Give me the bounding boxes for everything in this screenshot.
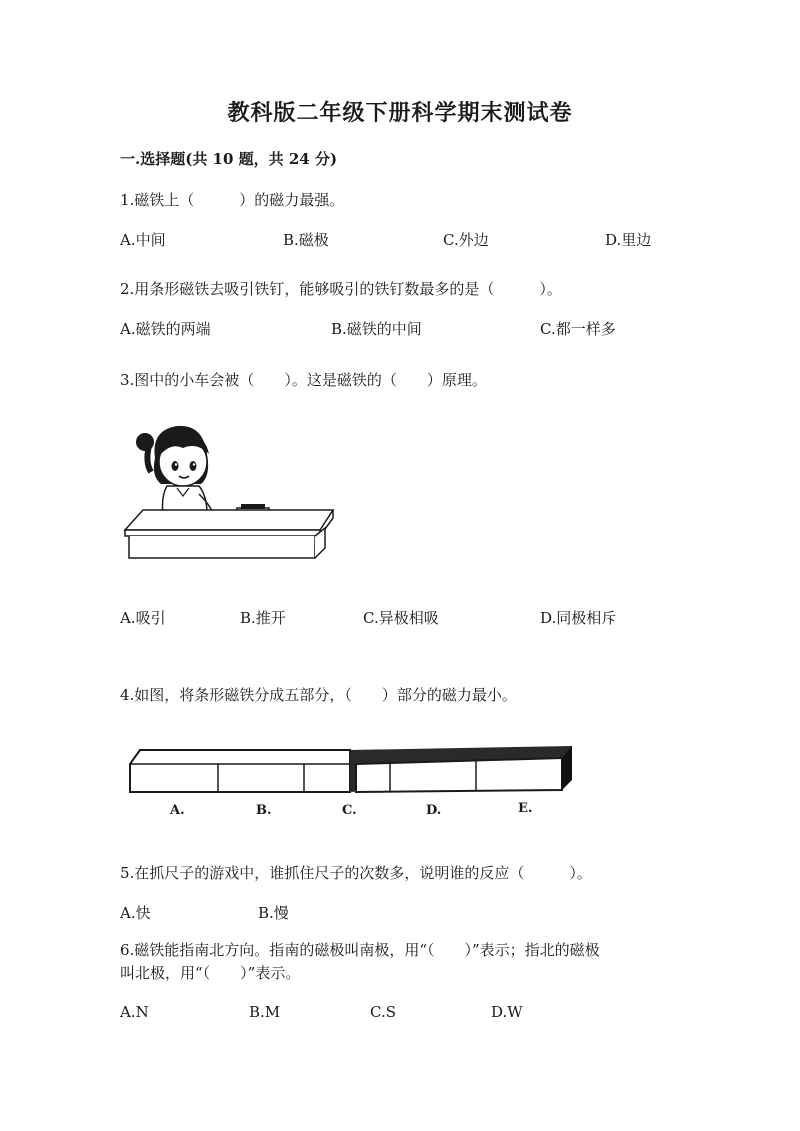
q1-option-c: C.外边 [443, 231, 489, 249]
magnet-label-b: B. [256, 803, 272, 818]
q2-option-b: B.磁铁的中间 [331, 320, 422, 338]
q3-option-c: C.异极相吸 [363, 609, 439, 627]
q3-option-a: A.吸引 [120, 609, 166, 627]
question-6-line-1: 6.磁铁能指南北方向。指南的磁极叫南极，用“（ ）”表示；指北的磁极 [120, 941, 600, 959]
question-6-line-2: 叫北极，用“（ ）”表示。 [120, 964, 301, 982]
section-heading: 一.选择题(共 10 题，共 24 分) [120, 150, 338, 168]
magnet-label-d: D. [426, 803, 442, 818]
q2-option-a: A.磁铁的两端 [120, 320, 211, 338]
q3-option-b: B.推开 [240, 609, 286, 627]
q6-option-c: C.S [370, 1003, 396, 1021]
q1-option-d: D.里边 [605, 231, 652, 249]
q1-option-b: B.磁极 [283, 231, 329, 249]
question-5: 5.在抓尺子的游戏中，谁抓住尺子的次数多，说明谁的反应（ ）。 [120, 864, 592, 882]
page-title: 教科版二年级下册科学期末测试卷 [227, 100, 573, 126]
q3-option-d: D.同极相斥 [540, 609, 617, 627]
magnet-label-e: E. [518, 801, 533, 816]
q5-option-a: A.快 [120, 904, 151, 922]
magnet-label-a: A. [170, 803, 185, 818]
q2-option-c: C.都一样多 [540, 320, 616, 338]
magnet-label-c: C. [342, 803, 357, 818]
q6-option-d: D.W [491, 1003, 523, 1021]
q5-option-b: B.慢 [258, 904, 289, 922]
question-2: 2.用条形磁铁去吸引铁钉，能够吸引的铁钉数最多的是（ ）。 [120, 280, 562, 298]
question-1: 1.磁铁上（ ）的磁力最强。 [120, 191, 345, 209]
question-3: 3.图中的小车会被（ ）。这是磁铁的（ ）原理。 [120, 371, 487, 389]
girl-with-toy-car-figure [115, 418, 340, 563]
q6-option-a: A.N [120, 1003, 149, 1021]
question-4: 4.如图，将条形磁铁分成五部分，（ ）部分的磁力最小。 [120, 686, 517, 704]
q1-option-a: A.中间 [120, 231, 166, 249]
bar-magnet-figure [126, 742, 578, 824]
question-6 [120, 939, 680, 985]
q6-option-b: B.M [249, 1003, 281, 1021]
